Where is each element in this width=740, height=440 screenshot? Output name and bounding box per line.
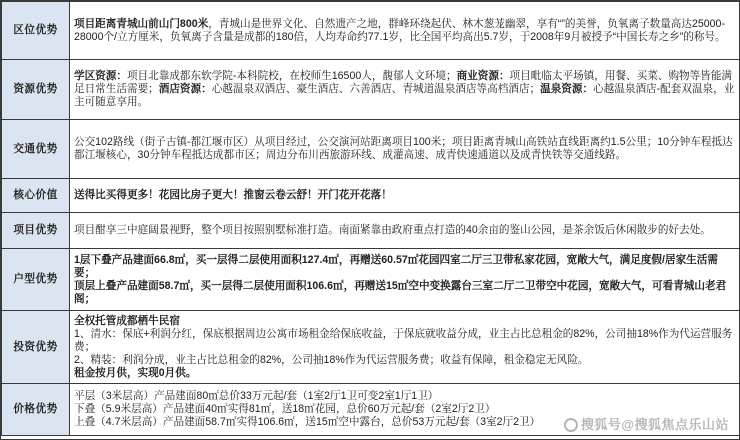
row-project <box>2 213 740 249</box>
sohu-logo-icon <box>564 418 578 432</box>
unit-line-1: 1层下叠产品建面66.8㎡，买一层得二层使用面积127.4㎡，再赠送60.57㎡花园四室二厅三卫带私家花园，宽敞大气，满足度假/居家生活需要； <box>74 253 718 279</box>
price-line-1: 平层（3米层高）产品建面80㎡总价33万元起/套（1室2厅1卫可变2室1厅1卫） <box>74 390 439 402</box>
commerce-title: 商业资源： <box>456 70 510 82</box>
row-content-unit <box>70 249 740 311</box>
price-line-2: 下叠（5.9米层高）产品建面40㎡实得81㎡，送18㎡花园，总价60万元起/套（2室2厅2卫） <box>74 403 496 415</box>
spring-title: 温泉资源： <box>540 83 594 95</box>
invest-title: 全权托管成都栖牛民宿 <box>74 314 180 327</box>
row-content-project: 项目酣享三中庭阔景视野，整个项目按照别墅标准打造。南面紧靠由政府重点打造的40余亩的鉴山公园，是茶余饭后休闲散步的好去处。 <box>70 213 740 249</box>
hotel-text: 心越温泉双酒店、豪生酒店、六善酒店、青城道温泉酒店等高档酒店； <box>211 83 541 95</box>
row-resources <box>2 60 740 120</box>
commerce-text: 项目毗临太平场镇，用餐、买菜、购物等皆能满足日常生活需要； <box>74 70 733 95</box>
row-label-resources: 资源优势 <box>2 60 70 120</box>
row-content-invest <box>70 311 740 384</box>
school-title: 学区资源： <box>74 70 127 82</box>
location-lead: 项目距离青城山前山门800米 <box>74 17 209 30</box>
row-label-project: 项目优势 <box>2 213 70 249</box>
row-label-transport: 交通优势 <box>2 120 70 179</box>
price-line-3: 上叠（4.7米层高）产品建面58.7㎡实得106.6㎡，送15㎡空中露台，总价53万元起/套（3室2厅2卫） <box>74 416 541 428</box>
unit-line-2: 顶层上叠产品建面58.7㎡，买一层得二层使用面积106.6㎡，再赠送15㎡空中变换露台三室二厅二卫带空中花园，宽敞大气，可看青城山老君阁； <box>74 279 727 305</box>
school-text: 项目北靠成都东软学院-本科院校，在校师生16500人，馥郁人文环境； <box>126 70 457 82</box>
location-text: ，青城山是世界文化、自然遗产之地，群峰环绕起伏、林木葱茏幽翠，享有“”的美誉，负氧离子数量高达25000-28000个/立方厘米，负氧离子含量是成都的180倍，人均寿命约77.1岁，比全国平均高出5.7岁，于2008年9月被授予“中国长寿之乡”的称号。 <box>74 17 726 43</box>
row-content-location <box>70 2 740 60</box>
row-label-core: 核心价值 <box>2 179 70 213</box>
row-content-transport: 公交102路线（街子古镇-都江堰市区）从项目经过，公交演河站距离项目100米；项目距离青城山高铁站直线距离约1.5公里；10分钟车程抵达都江堰核心，30分钟车程抵达成都市区；周边分布川西旅游环线、成灌高速、成青快速通道以及成青快铁等交通线路。 <box>70 120 740 179</box>
row-label-unit: 户型优势 <box>2 249 70 311</box>
invest-line-2: 2、精装：利润分成，业主占比总租金的82%，公司抽18%作为代运营服务费；收益有保障，租金稳定无风险。 <box>74 353 589 366</box>
row-label-price: 价格优势 <box>2 384 70 436</box>
hotel-title: 酒店资源： <box>158 83 212 95</box>
row-unit <box>2 249 740 311</box>
row-content-core: 送得比买得更多！花园比房子更大！推窗云卷云舒！开门花开花落！ <box>70 179 740 213</box>
row-label-invest: 投资优势 <box>2 311 70 384</box>
row-content-resources <box>70 60 740 120</box>
row-transport <box>2 120 740 179</box>
invest-footer: 租金按月供，实现0月供。 <box>74 366 197 379</box>
row-label-location: 区位优势 <box>2 2 70 60</box>
row-invest <box>2 311 740 384</box>
invest-line-1: 1、清水：保底+利润分红，保底根据周边公寓市场租金给保底收益，于保底就收益分成，业主占比总租金的82%，公司抽18%作为代运营服务费； <box>74 327 733 353</box>
row-core <box>2 179 740 213</box>
row-location <box>2 2 740 60</box>
selling-points-table <box>1 1 740 436</box>
watermark-text: 搜狐号@搜狐焦点乐山站 <box>580 417 729 432</box>
watermark <box>564 414 729 433</box>
spring-text: 心越温泉酒店-配套双温泉，业主可随意享用。 <box>74 83 735 108</box>
